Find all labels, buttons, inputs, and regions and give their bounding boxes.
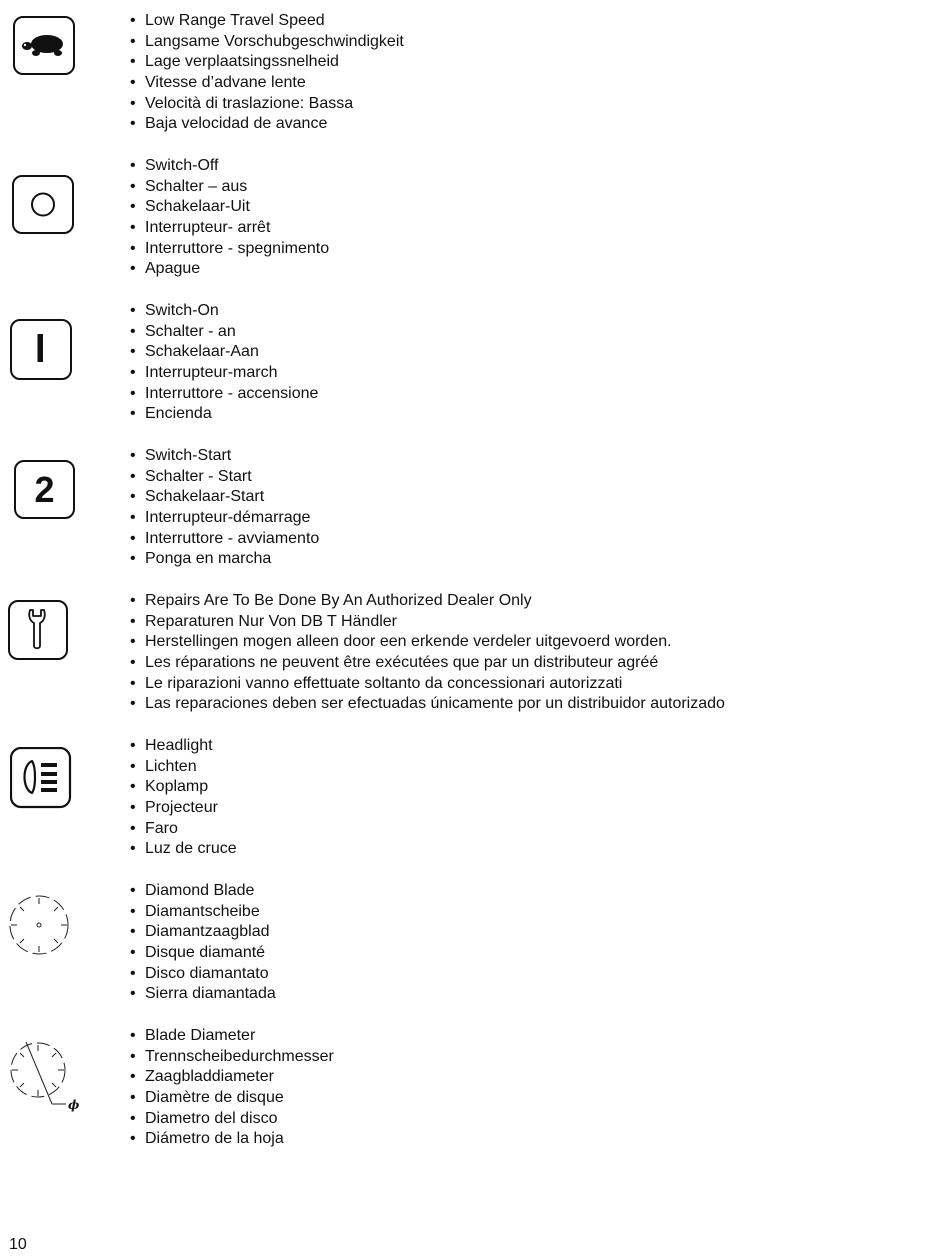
term-it: • Velocità di traslazione: Bassa: [130, 94, 404, 115]
term-list: [130, 446, 319, 570]
term-es: • Encienda: [130, 404, 318, 425]
turtle-icon: [13, 16, 75, 76]
term-en: • Low Range Travel Speed: [130, 11, 404, 32]
term-list: [130, 591, 725, 715]
term-en: • Switch-On: [130, 301, 318, 322]
term-en: • Repairs Are To Be Done By An Authorized Dealer Only: [130, 591, 725, 612]
term-de: • Schalter – aus: [130, 177, 329, 198]
blade-diameter-icon: [8, 1038, 80, 1116]
wrench-icon: [8, 600, 70, 662]
diamond-blade-icon: [8, 894, 72, 958]
term-en: • Blade Diameter: [130, 1026, 334, 1047]
term-it: • Le riparazioni vanno effettuate soltanto da concessionari autorizzati: [130, 674, 725, 695]
term-en: • Diamond Blade: [130, 881, 276, 902]
term-fr: • Diamètre de disque: [130, 1088, 334, 1109]
term-fr: • Disque diamanté: [130, 943, 276, 964]
term-fr: • Projecteur: [130, 798, 237, 819]
term-de: • Schalter - Start: [130, 467, 319, 488]
switch-off-icon: [12, 175, 74, 235]
term-de: • Diamantscheibe: [130, 902, 276, 923]
term-list: [130, 881, 276, 1005]
diameter-symbol: ϕ: [68, 1098, 80, 1112]
term-nl: • Diamantzaagblad: [130, 922, 276, 943]
term-de: • Reparaturen Nur Von DB T Händler: [130, 612, 725, 633]
term-de: • Trennscheibedurchmesser: [130, 1047, 334, 1068]
switch-start-label: 2: [34, 469, 55, 510]
term-it: • Faro: [130, 819, 237, 840]
term-de: • Schalter - an: [130, 322, 318, 343]
term-es: • Sierra diamantada: [130, 984, 276, 1005]
term-it: • Disco diamantato: [130, 964, 276, 985]
term-nl: • Zaagbladdiameter: [130, 1067, 334, 1088]
term-it: • Interruttore - spegnimento: [130, 239, 329, 260]
term-list: [130, 736, 237, 860]
term-it: • Interruttore - avviamento: [130, 529, 319, 550]
switch-on-icon: [10, 319, 72, 381]
term-es: • Ponga en marcha: [130, 549, 319, 570]
term-it: • Interruttore - accensione: [130, 384, 318, 405]
term-list: [130, 11, 404, 135]
term-es: • Apague: [130, 259, 329, 280]
term-it: • Diametro del disco: [130, 1109, 334, 1130]
page-number: 10: [9, 1236, 27, 1253]
term-fr: • Interrupteur-démarrage: [130, 508, 319, 529]
term-list: [130, 1026, 334, 1150]
term-es: • Diámetro de la hoja: [130, 1129, 334, 1150]
term-nl: • Schakelaar-Uit: [130, 197, 329, 218]
term-es: • Las reparaciones deben ser efectuadas únicamente por un distribuidor autorizado: [130, 694, 725, 715]
term-fr: • Interrupteur- arrêt: [130, 218, 329, 239]
switch-start-icon: [14, 460, 76, 520]
term-fr: • Les réparations ne peuvent être exécutées que par un distributeur agréé: [130, 653, 725, 674]
term-es: • Baja velocidad de avance: [130, 114, 404, 135]
term-nl: • Lage verplaatsingssnelheid: [130, 52, 404, 73]
term-en: • Switch-Start: [130, 446, 319, 467]
term-list: [130, 156, 329, 280]
term-nl: • Herstellingen mogen alleen door een erkende verdeler uitgevoerd worden.: [130, 632, 725, 653]
term-es: • Luz de cruce: [130, 839, 237, 860]
term-nl: • Koplamp: [130, 777, 237, 798]
term-list: [130, 301, 318, 425]
term-fr: • Interrupteur-march: [130, 363, 318, 384]
term-nl: • Schakelaar-Start: [130, 487, 319, 508]
term-en: • Switch-Off: [130, 156, 329, 177]
term-fr: • Vitesse d’advane lente: [130, 73, 404, 94]
term-de: • Lichten: [130, 757, 237, 778]
headlight-icon: [10, 747, 72, 809]
term-en: • Headlight: [130, 736, 237, 757]
term-de: • Langsame Vorschubgeschwindigkeit: [130, 32, 404, 53]
term-nl: • Schakelaar-Aan: [130, 342, 318, 363]
